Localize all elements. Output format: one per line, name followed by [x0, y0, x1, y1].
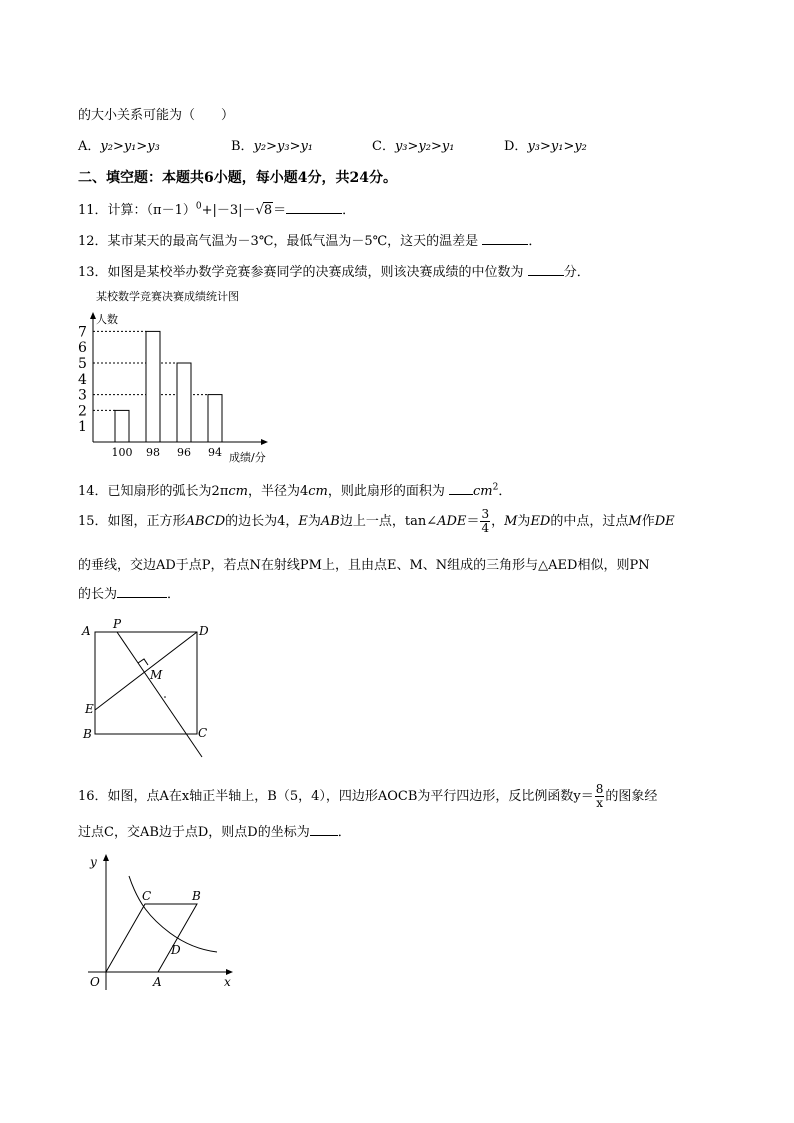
q11-answer-blank[interactable]	[286, 201, 342, 214]
q16-answer-blank[interactable]	[310, 823, 338, 836]
q11-pre: 计算：（π－1）	[107, 203, 196, 218]
q11-line: 11．计算：$(\pi-1)^0+|-3|-√8=$ ．	[78, 201, 356, 218]
q15-text: 为	[307, 514, 321, 529]
q14-end: ．	[498, 484, 512, 499]
fraction-denominator: x	[596, 796, 603, 810]
q15-var: ADE	[437, 514, 467, 529]
fraction-numerator: 3	[481, 507, 490, 521]
q15-var: DE	[654, 514, 675, 529]
square-abcd	[95, 632, 197, 734]
label-a: A	[82, 624, 91, 638]
category-label-group	[112, 446, 223, 459]
bar	[177, 363, 191, 442]
option-text: y₂>y₃>y₁	[253, 139, 314, 154]
q15-text: 作	[641, 514, 655, 529]
segment-ed	[95, 632, 197, 710]
option-letter: A．	[78, 139, 101, 154]
q13-answer-blank[interactable]	[528, 263, 564, 276]
q16-text: 的图象经	[605, 789, 658, 804]
parallelogram-figure	[80, 848, 240, 993]
label-x: x	[224, 975, 231, 989]
y-tick-label: 7	[78, 324, 87, 341]
q13-number: 13．	[78, 265, 108, 280]
q15-fraction	[480, 508, 490, 535]
q10-option-a[interactable]	[78, 135, 160, 154]
q12-answer-blank[interactable]	[482, 232, 528, 245]
q15-text: 的中点，过点	[550, 514, 629, 529]
q15-var: M	[504, 514, 518, 529]
option-letter: D．	[504, 139, 528, 154]
label-p: P	[113, 617, 122, 631]
q14-unit-2: cm	[308, 484, 328, 499]
y-axis-arrow	[103, 854, 109, 861]
q16-fraction	[595, 783, 605, 810]
label-m: M	[150, 668, 163, 682]
y-tick-label: 3	[78, 387, 87, 404]
section2-heading: 二、填空题：本题共6小题，每小题4分，共24分。	[78, 170, 397, 186]
q12-end: ．	[528, 234, 542, 249]
q15-text: ，	[491, 514, 505, 529]
q12-line	[78, 230, 541, 249]
fraction-denominator: 4	[481, 521, 490, 535]
q15-var: ABCD	[185, 514, 226, 529]
y-tick-label: 5	[78, 356, 87, 372]
q15-text: 为	[517, 514, 531, 529]
q11-exponent: 0	[195, 201, 202, 212]
option-text: y₃>y₂>y₁	[394, 139, 455, 154]
q14-line	[78, 480, 511, 499]
q15-text: 的边长为4，	[225, 514, 299, 529]
hyperbola-curve	[129, 876, 217, 952]
square-figure	[76, 615, 226, 765]
q16-text: 过点C，交AB边于点D，则点D的坐标为	[78, 825, 310, 840]
option-text: y₃>y₁>y₂	[527, 139, 587, 154]
q15-end: ．	[167, 587, 181, 602]
q13-end: 分．	[563, 265, 590, 280]
q11-mid: +|－3|－	[201, 203, 256, 218]
q14-unit-3: cm	[473, 484, 493, 499]
q11-equals: ＝	[273, 203, 287, 218]
chart-x-label: 成绩/分	[229, 451, 266, 464]
label-d: D	[199, 624, 209, 638]
q11-number: 11．	[78, 203, 108, 218]
q14-exponent: 2	[492, 482, 499, 493]
y-tick-group	[78, 324, 87, 435]
bar	[146, 331, 160, 442]
score-bar-chart	[70, 285, 300, 465]
q13-text: 如图是某校举办数学竞赛参赛同学的决赛成绩，则该决赛成绩的中位数为	[107, 265, 524, 280]
q15-number: 15．	[78, 514, 108, 529]
q16-text: 如图，点A在x轴正半轴上，B（5，4），四边形AOCB为平行四边形，反比例函数y＝	[107, 789, 594, 804]
q10-option-c[interactable]	[372, 135, 454, 154]
q14-unit-1: cm	[228, 484, 248, 499]
q15-line-3	[78, 583, 180, 602]
y-tick-label: 1	[78, 419, 87, 436]
bar	[115, 410, 129, 442]
category-label: 98	[146, 446, 160, 459]
q15-var: M	[628, 514, 642, 529]
bar-group	[115, 331, 222, 442]
option-letter: B．	[231, 139, 254, 154]
y-tick-label: 6	[78, 340, 87, 357]
label-a: A	[153, 975, 162, 989]
q15-var: AB	[320, 514, 340, 529]
q12-number: 12．	[78, 234, 108, 249]
chart-title: 某校数学竞赛决赛成绩统计图	[96, 290, 239, 303]
q16-line-2	[78, 821, 351, 840]
q15-var: E	[298, 514, 308, 529]
label-c: C	[142, 889, 152, 903]
q10-option-b[interactable]	[231, 135, 313, 154]
bar	[208, 395, 222, 442]
q16-line-1	[78, 783, 657, 810]
q13-line	[78, 261, 590, 280]
q10-tail-text: 的大小关系可能为（ ）	[78, 108, 235, 123]
label-c: C	[198, 726, 208, 740]
chart-y-label: 人数	[96, 313, 118, 326]
y-tick-label: 4	[78, 371, 87, 388]
parallelogram-aocb	[106, 904, 197, 972]
label-b: B	[83, 727, 92, 741]
q14-number: 14．	[78, 484, 108, 499]
label-b: B	[192, 889, 201, 903]
q10-option-d[interactable]	[504, 135, 587, 154]
q16-end: ．	[337, 825, 351, 840]
x-axis-arrow	[261, 439, 268, 445]
q15-line-2: 的垂线，交边AD于点P，若点N在射线PM上，且由点E、M、N组成的三角形与△AED相似，则PN	[78, 558, 650, 573]
q14-pre: 已知扇形的弧长为2π	[107, 484, 229, 499]
category-label: 96	[177, 446, 191, 459]
q15-text: ＝	[466, 514, 480, 529]
q16-number: 16．	[78, 789, 108, 804]
label-d: D	[171, 943, 181, 957]
q14-post: ，则此扇形的面积为	[327, 484, 445, 499]
label-y: y	[90, 855, 97, 869]
line-pm	[117, 632, 202, 757]
q14-answer-blank[interactable]	[449, 482, 473, 495]
q11-radicand: 8	[263, 203, 273, 218]
point-n-dot	[164, 696, 166, 698]
y-tick-label: 2	[78, 403, 87, 420]
category-label: 100	[111, 446, 133, 459]
q14-mid: ，半径为4	[247, 484, 309, 499]
q15-var: ED	[530, 514, 551, 529]
q15-text: 的长为	[78, 587, 118, 602]
right-angle-mark	[138, 659, 148, 665]
label-e: E	[85, 702, 94, 716]
q11-end: ．	[342, 203, 356, 218]
q15-answer-blank[interactable]	[117, 585, 167, 598]
q15-text: 边上一点，tan∠	[339, 514, 438, 529]
q15-text: 如图，正方形	[107, 514, 186, 529]
option-letter: C．	[372, 139, 395, 154]
fraction-numerator: 8	[595, 782, 604, 796]
label-o: O	[90, 975, 100, 989]
q15-line-1	[78, 508, 675, 535]
category-label: 94	[208, 446, 222, 459]
option-text: y₂>y₁>y₃	[100, 139, 160, 154]
q12-text: 某市某天的最高气温为－3℃，最低气温为－5℃，这天的温差是	[107, 234, 479, 249]
